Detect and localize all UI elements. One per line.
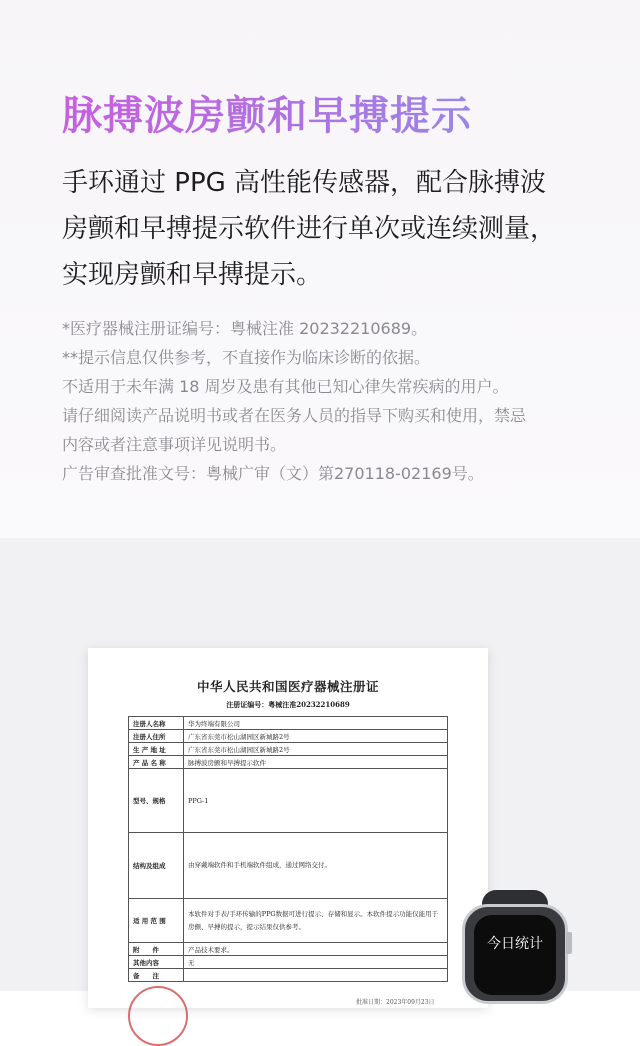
row-key: 注册人名称 <box>129 717 184 730</box>
row-value: 广东省东莞市松山湖园区新城路2号 <box>184 743 448 756</box>
table-row <box>129 833 448 899</box>
row-value: 产品技术要求。 <box>184 943 448 956</box>
row-value: 华为终端有限公司 <box>184 717 448 730</box>
watch-screen-text: 今日统计 <box>487 936 543 952</box>
table-row <box>129 956 448 969</box>
note-line: 请仔细阅读产品说明书或者在医务人员的指导下购买和使用，禁忌 <box>62 406 527 425</box>
row-key: 适 用 范 围 <box>129 899 184 943</box>
lead-line: 实现房颤和早搏提示。 <box>62 260 323 290</box>
row-value: 无 <box>184 956 448 969</box>
lead-line: 房颤和早搏提示软件进行单次或连续测量， <box>62 214 557 244</box>
note-line: *医疗器械注册证编号：粤械注准 20232210689。 <box>62 319 428 338</box>
note-line: 广告审查批准文号：粤械广审（文）第270118-02169号。 <box>62 464 484 483</box>
page-title: 脉搏波房颤和早搏提示 <box>62 84 472 141</box>
row-value: 脉搏波房颤和早搏提示软件 <box>184 756 448 769</box>
certificate-section <box>0 538 640 1006</box>
row-key: 注册人住所 <box>129 730 184 743</box>
row-key: 结构及组成 <box>129 833 184 899</box>
row-key: 产 品 名 称 <box>129 756 184 769</box>
row-value: PPG-1 <box>184 769 448 833</box>
row-key: 附 件 <box>129 943 184 956</box>
row-value: 由穿戴端软件和手机端软件组成，通过网络交付。 <box>184 833 448 899</box>
watch-crown-icon <box>566 932 572 954</box>
table-row <box>129 943 448 956</box>
row-key: 生 产 地 址 <box>129 743 184 756</box>
certificate-table <box>128 716 448 982</box>
registration-certificate-image <box>88 648 488 1008</box>
certificate-date: 批准日期：2023年09月23日 <box>356 999 435 1006</box>
lead-line: 手环通过 PPG 高性能传感器，配合脉搏波 <box>62 168 547 198</box>
watch-screen <box>474 915 556 995</box>
row-value <box>184 969 448 982</box>
table-row <box>129 899 448 943</box>
table-row <box>129 769 448 833</box>
row-key: 备 注 <box>129 969 184 982</box>
watch-case <box>462 904 568 1004</box>
table-row <box>129 756 448 769</box>
note-line: 不适用于未年满 18 周岁及患有其他已知心律失常疾病的用户。 <box>62 377 509 396</box>
lead-paragraph <box>62 160 602 298</box>
row-key: 型号、规格 <box>129 769 184 833</box>
smart-band-image <box>456 890 596 1000</box>
table-row <box>129 730 448 743</box>
certificate-title: 中华人民共和国医疗器械注册证 <box>196 679 379 694</box>
row-value: 广东省东莞市松山湖园区新城路2号 <box>184 730 448 743</box>
table-row <box>129 969 448 982</box>
row-key: 其他内容 <box>129 956 184 969</box>
certificate-number: 注册证编号：粤械注准20232210689 <box>226 700 350 709</box>
note-line: **提示信息仅供参考，不直接作为临床诊断的依据。 <box>62 348 431 367</box>
official-seal-icon <box>128 986 188 1046</box>
note-line: 内容或者注意事项详见说明书。 <box>62 435 287 454</box>
table-row <box>129 717 448 730</box>
table-row <box>129 743 448 756</box>
disclaimer-notes <box>62 314 592 488</box>
row-value: 本软件对手表/手环传输的PPG数据可进行提示、存储和显示。本软件提示功能仅能用于房颤、早搏的提示，提示结果仅供参考。 <box>184 899 448 943</box>
